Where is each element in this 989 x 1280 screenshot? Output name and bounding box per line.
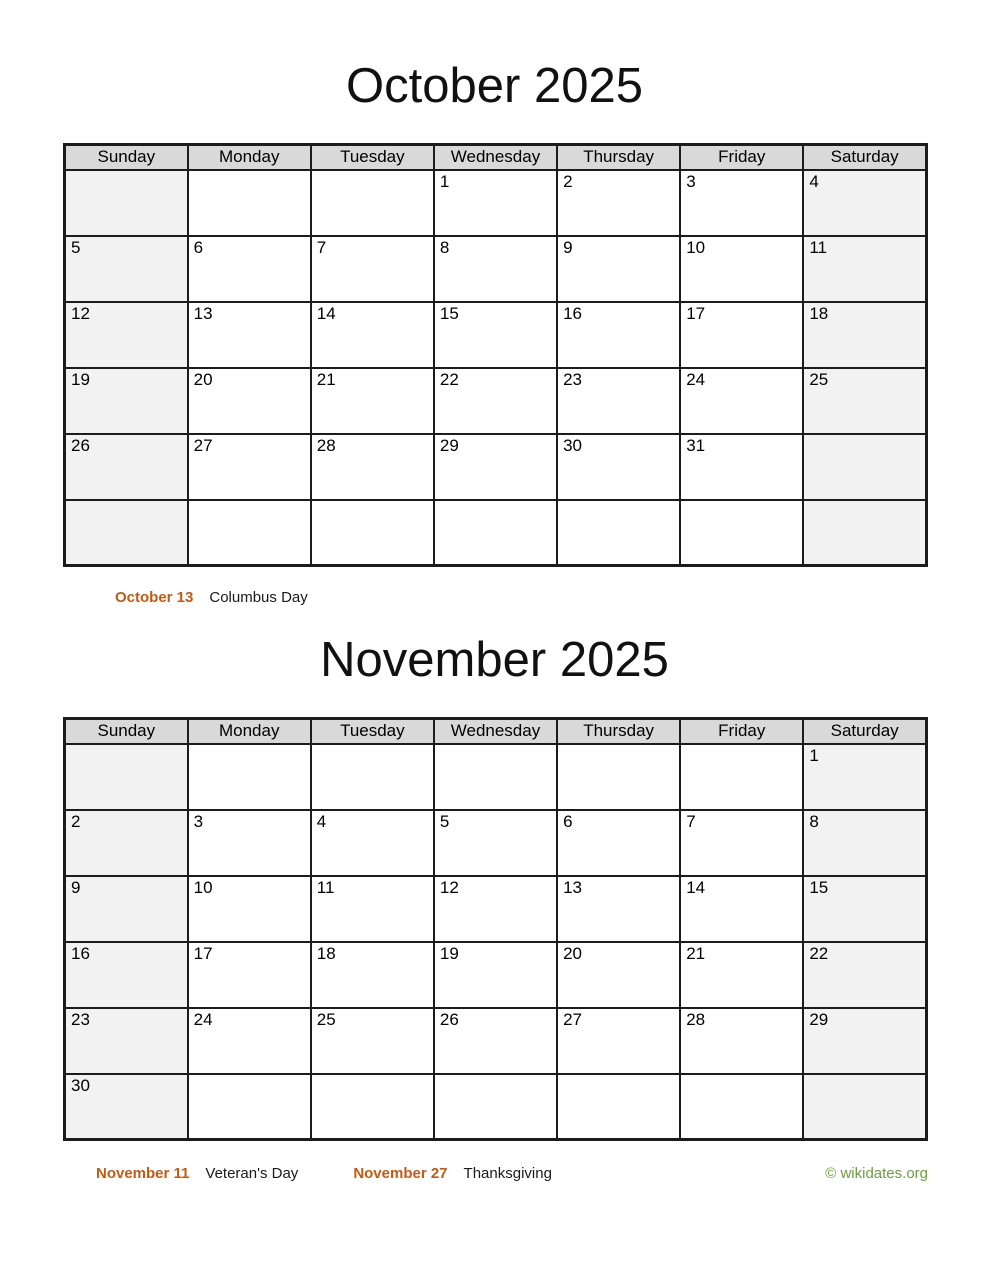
day-cell-11: 11: [803, 236, 926, 302]
day-cell-16: 16: [557, 302, 680, 368]
day-cell-7: 7: [680, 810, 803, 876]
day-cell-10: 10: [680, 236, 803, 302]
week-row: [65, 434, 927, 500]
week-row: [65, 942, 927, 1008]
day-cell-28: 28: [311, 434, 434, 500]
day-cell-empty: [311, 1074, 434, 1140]
weekday-header-saturday: Saturday: [803, 719, 926, 744]
day-cell-11: 11: [311, 876, 434, 942]
day-cell-empty: [188, 500, 311, 566]
holiday-date: November 27: [353, 1165, 448, 1182]
day-cell-empty: [65, 744, 188, 810]
day-cell-20: 20: [557, 942, 680, 1008]
holiday-notes-november: [96, 1164, 607, 1183]
day-cell-empty: [680, 1074, 803, 1140]
day-cell-empty: [557, 1074, 680, 1140]
holiday-notes-october: [115, 588, 989, 607]
day-cell-empty: [803, 434, 926, 500]
day-cell-27: 27: [188, 434, 311, 500]
day-cell-9: 9: [65, 876, 188, 942]
week-row: [65, 170, 927, 236]
day-cell-2: 2: [65, 810, 188, 876]
calendar-section-october: [0, 57, 989, 607]
weekday-header-sunday: Sunday: [65, 145, 188, 170]
day-cell-12: 12: [434, 876, 557, 942]
day-cell-18: 18: [311, 942, 434, 1008]
day-cell-empty: [803, 1074, 926, 1140]
day-cell-empty: [680, 744, 803, 810]
day-cell-empty: [65, 500, 188, 566]
day-cell-21: 21: [311, 368, 434, 434]
holiday-note: [96, 1164, 298, 1183]
day-cell-5: 5: [434, 810, 557, 876]
holiday-name: Veteran's Day: [205, 1165, 299, 1182]
weekday-header-saturday: Saturday: [803, 145, 926, 170]
day-cell-6: 6: [557, 810, 680, 876]
weeks-body: [65, 744, 927, 1140]
day-cell-17: 17: [188, 942, 311, 1008]
day-cell-22: 22: [434, 368, 557, 434]
week-row: [65, 236, 927, 302]
day-cell-empty: [188, 1074, 311, 1140]
day-cell-29: 29: [434, 434, 557, 500]
weekday-header-sunday: Sunday: [65, 719, 188, 744]
day-cell-1: 1: [434, 170, 557, 236]
day-cell-empty: [311, 744, 434, 810]
weekday-header-thursday: Thursday: [557, 145, 680, 170]
weekday-header-wednesday: Wednesday: [434, 145, 557, 170]
week-row: [65, 744, 927, 810]
day-cell-28: 28: [680, 1008, 803, 1074]
copyright-text: © wikidates.org: [825, 1165, 928, 1182]
day-cell-empty: [557, 500, 680, 566]
day-cell-19: 19: [434, 942, 557, 1008]
day-cell-4: 4: [311, 810, 434, 876]
day-cell-26: 26: [434, 1008, 557, 1074]
day-cell-26: 26: [65, 434, 188, 500]
day-cell-empty: [188, 170, 311, 236]
weekday-header-friday: Friday: [680, 145, 803, 170]
day-cell-23: 23: [557, 368, 680, 434]
day-cell-7: 7: [311, 236, 434, 302]
weekday-header-monday: Monday: [188, 719, 311, 744]
day-cell-empty: [434, 744, 557, 810]
day-cell-25: 25: [311, 1008, 434, 1074]
month-grid-november: [63, 717, 928, 1141]
day-cell-13: 13: [188, 302, 311, 368]
day-cell-23: 23: [65, 1008, 188, 1074]
week-row: [65, 302, 927, 368]
day-cell-17: 17: [680, 302, 803, 368]
holiday-date: October 13: [115, 589, 194, 606]
weekday-header-row: [65, 145, 927, 170]
day-cell-27: 27: [557, 1008, 680, 1074]
day-cell-2: 2: [557, 170, 680, 236]
week-row: [65, 1074, 927, 1140]
day-cell-empty: [680, 500, 803, 566]
weekday-header-wednesday: Wednesday: [434, 719, 557, 744]
day-cell-15: 15: [803, 876, 926, 942]
day-cell-empty: [311, 500, 434, 566]
day-cell-5: 5: [65, 236, 188, 302]
weekday-header-row: [65, 145, 927, 170]
day-cell-empty: [188, 744, 311, 810]
month-title-november: November 2025: [320, 633, 669, 687]
day-cell-empty: [434, 1074, 557, 1140]
month-grid-october: [63, 143, 928, 567]
day-cell-empty: [803, 500, 926, 566]
day-cell-31: 31: [680, 434, 803, 500]
day-cell-14: 14: [680, 876, 803, 942]
day-cell-9: 9: [557, 236, 680, 302]
day-cell-18: 18: [803, 302, 926, 368]
day-cell-30: 30: [65, 1074, 188, 1140]
day-cell-8: 8: [803, 810, 926, 876]
weeks-body: [65, 170, 927, 566]
day-cell-16: 16: [65, 942, 188, 1008]
day-cell-29: 29: [803, 1008, 926, 1074]
day-cell-3: 3: [188, 810, 311, 876]
holiday-date: November 11: [96, 1165, 190, 1182]
day-cell-20: 20: [188, 368, 311, 434]
day-cell-12: 12: [65, 302, 188, 368]
week-row: [65, 368, 927, 434]
weekday-header-row: [65, 719, 927, 744]
holiday-name: Columbus Day: [209, 589, 308, 606]
day-cell-22: 22: [803, 942, 926, 1008]
holiday-name: Thanksgiving: [463, 1165, 552, 1182]
day-cell-1: 1: [803, 744, 926, 810]
weekday-header-friday: Friday: [680, 719, 803, 744]
weekday-header-tuesday: Tuesday: [311, 145, 434, 170]
week-row: [65, 876, 927, 942]
day-cell-14: 14: [311, 302, 434, 368]
month-title-october: October 2025: [346, 59, 643, 113]
day-cell-6: 6: [188, 236, 311, 302]
day-cell-15: 15: [434, 302, 557, 368]
week-row: [65, 1008, 927, 1074]
weekday-header-tuesday: Tuesday: [311, 719, 434, 744]
day-cell-8: 8: [434, 236, 557, 302]
day-cell-30: 30: [557, 434, 680, 500]
day-cell-4: 4: [803, 170, 926, 236]
holiday-note: [115, 588, 308, 607]
day-cell-empty: [434, 500, 557, 566]
day-cell-empty: [65, 170, 188, 236]
week-row: [65, 500, 927, 566]
day-cell-21: 21: [680, 942, 803, 1008]
calendar-section-november: [0, 631, 989, 1183]
day-cell-19: 19: [65, 368, 188, 434]
weekday-header-thursday: Thursday: [557, 719, 680, 744]
weekday-header-row: [65, 719, 927, 744]
day-cell-24: 24: [680, 368, 803, 434]
day-cell-10: 10: [188, 876, 311, 942]
footer-row: [63, 1164, 928, 1183]
weekday-header-monday: Monday: [188, 145, 311, 170]
day-cell-13: 13: [557, 876, 680, 942]
day-cell-25: 25: [803, 368, 926, 434]
day-cell-empty: [311, 170, 434, 236]
holiday-note: [353, 1164, 552, 1183]
day-cell-empty: [557, 744, 680, 810]
day-cell-24: 24: [188, 1008, 311, 1074]
day-cell-3: 3: [680, 170, 803, 236]
week-row: [65, 810, 927, 876]
